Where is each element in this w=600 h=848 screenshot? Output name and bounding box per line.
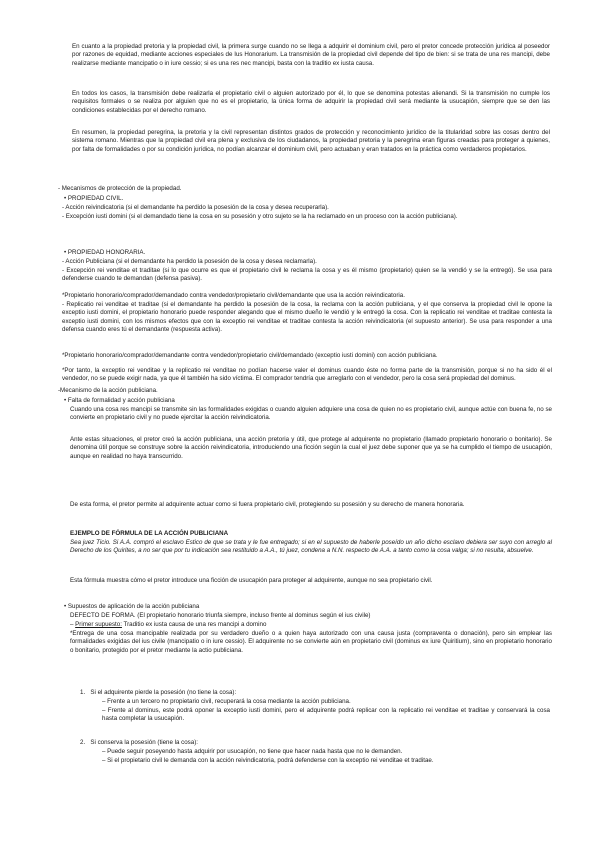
primer-supuesto-label: Primer supuesto:	[75, 621, 122, 628]
list-title: Si conserva la posesión (tiene la cosa):	[90, 739, 198, 746]
publiciana-paragraph-2: Ante estas situaciones, el pretor creó la acción publiciana, una acción pretoria y útil, que protege al adquirente no propietario (llamado propietario honorario o bonitario). Se denomina útil porque se construye sobre la acción reivindicatoria, introduciendo una ficción según la cual el juez debe suponer que ya se ha cumplido el tiempo de usucapión, aunque en realidad no haya transcurrido.	[70, 436, 552, 460]
formula-example-title: EJEMPLO DE FÓRMULA DE LA ACCIÓN PUBLICIANA	[70, 530, 229, 537]
honorary-item-6: *Por tanto, la exceptio rei venditae y la replicatio rei venditae no podían hacerse valer el dominus cuando éste no forma parte de la transmisión, porque si no ha sido él el vendedor, no se puede exigir nada, ya que él también ha sido víctima. El comprador tendría que arreglarlo con el vendedor, pero la cosa será propiedad del dominus.	[62, 367, 552, 383]
publiciana-bullet-2: • Supuestos de aplicación de la acción publiciana	[64, 603, 544, 611]
publiciana-paragraph-3: De esta forma, el pretor permite al adquirente actuar como si fuera propietario civil, protegiendo su posesión y su derecho de manera honoraria.	[70, 501, 465, 508]
section-heading-protection: - Mecanismos de protección de la propiedad.	[58, 185, 182, 192]
civil-property-title: • PROPIEDAD CIVIL.	[64, 195, 544, 203]
honorary-item-2: - Excepción rei venditae et traditae (si lo que ocurre es que el propietario civil le reclama la cosa y es él mismo (propietario) quien se la vendió y se la entregó). Se usa para defenderse cuando te demandan (defensa pasiva).	[62, 267, 552, 283]
formula-example-text: Sea juez Ticio. Si A.A. compró el esclavo Estico de que se trata y le fue entregado; si en el supuesto de haberle poseído un año dicho esclavo debiera ser suyo con arreglo al Derecho de los Quirites, a no ser que por tu indicación sea restituido a A.A., tú juez, condena a N.N. respecto de A.A. a tanto como la cosa valga; si no resulta, absuelve.	[70, 539, 552, 555]
intro-paragraph-3: En resumen, la propiedad peregrina, la pretoria y la civil representan distintos grados de protección y reconocimiento jurídico de la titularidad sobre las cosas dentro del sistema romano. Mientras que la propiedad civil era plena y exclusiva de los ciudadanos, la propiedad pretoria y la peregrina eran figuras creadas para proteger a quienes, por falta de formalidades o por su condición jurídica, no podían alcanzar el dominium civil, pero actuaban y eran tratados en la práctica como verdaderos propietarios.	[72, 129, 550, 153]
defecto-de-forma: DEFECTO DE FORMA. (El propietario honorario triunfa siempre, incluso frente al dominus según el ius civile)	[70, 612, 371, 619]
publiciana-bullet-1: • Falta de formalidad y acción publiciana	[64, 397, 544, 405]
honorary-item-3: *Propietario honorario/comprador/demandado contra vendedor/propietario civil/demandante que usa la acción reivindicatoria.	[62, 292, 405, 299]
civil-item-1: - Acción reivindicatoria (si el demandante ha perdido la posesión de la cosa y desea recuperarla).	[62, 204, 329, 211]
intro-paragraph-1: En cuanto a la propiedad pretoria y la propiedad civil, la primera surge cuando no se llega a adquirir el dominium civil, pero el pretor concede protección jurídica al poseedor por razones de equidad, mediante acciones especiales de Ius Honorarium. La transmisión de la propiedad civil depende del tipo de bien: si se trata de una res mancipi, debe realizarse mediante mancipatio o in iure cessio; si es una res nec mancipi, basta con la traditio ex iusta causa.	[72, 43, 550, 67]
honorary-item-5: *Propietario honorario/comprador/demandante contra vendedor/propietario civil/demandado (exceptio iusti domini) con acción publiciana.	[62, 352, 438, 359]
list-item-1-sub-2: – Frente al dominus, este podrá oponer la exceptio iusti domini, pero el adquirente podrá replicar con la replicatio rei venditae et traditae y conservará la cosa hasta completar la usucapión.	[102, 707, 550, 723]
formula-example-after: Esta fórmula muestra cómo el pretor introduce una ficción de usucapión para proteger al adquirente, aunque no sea propietario civil.	[70, 577, 433, 584]
list-item-2-sub-1: – Puede seguir poseyendo hasta adquirir por usucapión, no tiene que hacer nada hasta que no le demanden.	[102, 748, 403, 755]
section-heading-publiciana: -Mecanismo de la acción publiciana.	[58, 387, 158, 394]
honorary-property-title: • PROPIEDAD HONORARIA.	[64, 249, 544, 257]
list-title: Si el adquirente pierde la posesión (no tiene la cosa):	[90, 689, 237, 696]
civil-item-2: - Excepción iusti domini (si el demandado tiene la cosa en su posesión y otro sujeto se la ha reclamado en un proceso con la acción publiciana).	[62, 213, 458, 220]
primer-supuesto-text: Traditio ex iusta causa de una res mancipi a domino	[121, 621, 267, 628]
list-item-2-title	[80, 739, 550, 747]
list-number: 1.	[80, 689, 86, 696]
list-item-2-sub-2: – Si el propietario civil le demanda con la acción reivindicatoria, podrá defenderse con la exceptio rei venditae et traditae.	[102, 757, 434, 764]
publiciana-paragraph-4: *Entrega de una cosa mancipable realizada por su verdadero dueño o a quien haya autorizado con una causa justa (compraventa o donación), pero sin emplear las formalidades exigidas del ius civile (mancipatio o in iure cessio). El adquirente no se convierte aún en propietario civil (dominus ex iure Quiritium), sino en propietario honorario o bonitario, protegido por el pretor mediante la actio publiciana.	[70, 630, 552, 654]
list-number: 2.	[80, 739, 86, 746]
list-item-1-sub-1: – Frente a un tercero no propietario civil, recuperará la cosa mediante la acción publiciana.	[102, 698, 351, 705]
honorary-item-4: - Replicatio rei venditae et traditae (si el demandante ha perdido la posesión de la cosa, la reclama con la acción publiciana, y el que conserva la propiedad civil le opone la exceptio iusti domini, el propietario honorario puede responder alegando que el mismo dueño le vendió y le entregó la cosa. Con la replicatio rei venditae et traditae contesta la exceptio iusti domini, con los mismos efectos que con la exceptio rei venditae et traditae contesta la acción reivindicatoria (el supuesto anterior). Se usa para responder a una defensa cuando eres tú el demandante (respuesta activa).	[62, 301, 552, 333]
list-item-1-title	[80, 689, 550, 697]
primer-supuesto: – Primer supuesto: Traditio ex iusta causa de una res mancipi a domino	[70, 621, 267, 628]
honorary-item-1: - Acción Publiciana (si el demandante ha perdido la posesión de la cosa y desea reclamarla).	[62, 258, 317, 265]
intro-paragraph-2: En todos los casos, la transmisión debe realizarla el propietario civil o alguien autorizado por él, lo que se denomina potestas alienandi. Si la transmisión no cumple los requisitos formales o se realiza por alguien que no es el propietario, la única forma de adquirir la propiedad civil será mediante la usucapión, siempre que se den las condiciones establecidas por el derecho romano.	[72, 90, 550, 114]
publiciana-paragraph-1: Cuando una cosa res mancipi se transmite sin las formalidades exigidas o cuando alguien adquiere una cosa de quien no es propietario civil, aunque actúe con buena fe, no se convierte en propietario civil y no puede ejercitar la acción reivindicatoria.	[70, 406, 552, 422]
